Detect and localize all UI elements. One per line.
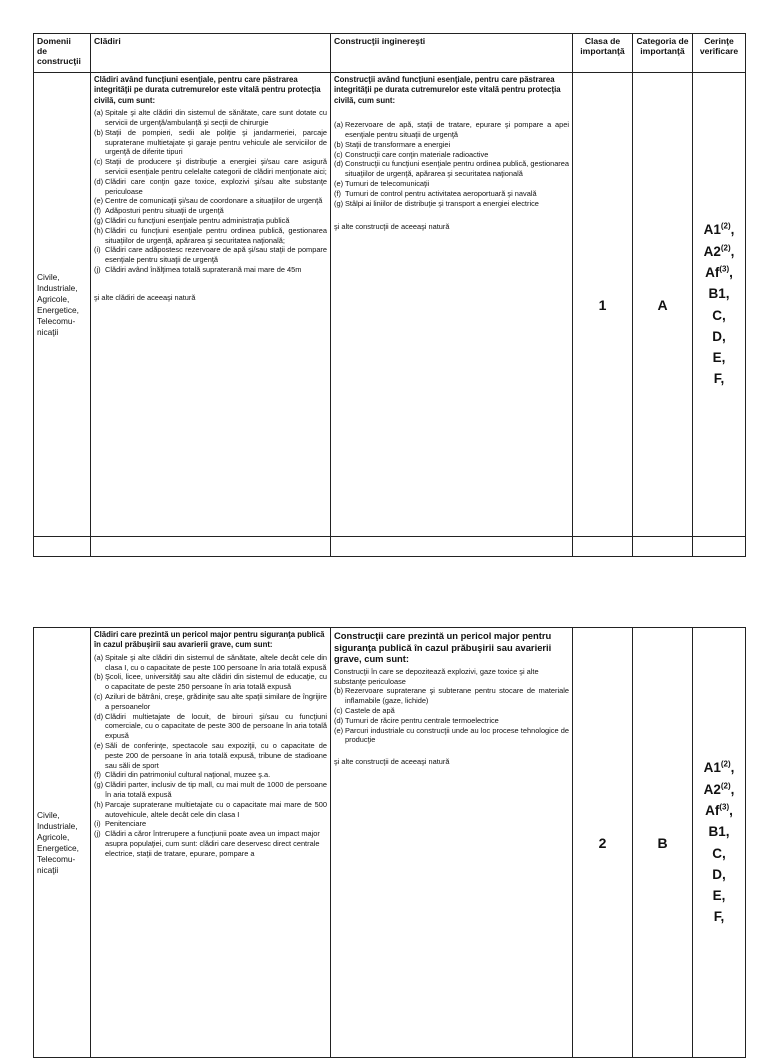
- requirement-note: (2): [720, 781, 731, 791]
- list-item: [94, 196, 327, 206]
- header-line: Categoria de: [636, 36, 689, 46]
- table-header-row: [34, 34, 746, 73]
- header-domain-line: construcţii: [37, 56, 81, 66]
- requirement-code: A1: [703, 222, 721, 238]
- domain-line: Energetice,: [37, 304, 79, 315]
- requirement-line: [696, 779, 742, 800]
- list-item: [94, 819, 327, 829]
- requirement-sep: ,: [729, 802, 733, 818]
- header-line: Cerinţe: [704, 36, 734, 46]
- item-label: (g): [334, 198, 344, 208]
- buildings-list: [94, 108, 327, 275]
- item-label: (j): [94, 264, 101, 274]
- domain-line: Telecomu-: [37, 315, 76, 326]
- item-text: Aziluri de bătrâni, creşe, grădiniţe sau alte spaţii similare de îngrijire a persoanelor: [105, 692, 327, 711]
- importance-category-value: A: [633, 73, 693, 537]
- table-row: [34, 73, 746, 537]
- header-requirements: [693, 34, 746, 73]
- header-line: importanţă: [580, 46, 625, 56]
- requirement-sep: ,: [730, 760, 735, 776]
- engineering-list: [334, 667, 569, 745]
- item-label: (h): [94, 225, 104, 235]
- item-label: (b): [94, 672, 104, 682]
- list-item: [334, 726, 569, 746]
- item-text: Staţii de transformare a energiei: [345, 139, 451, 149]
- importance-class-value: 1: [573, 73, 633, 537]
- item-text: Rezervoare de apă, staţii de tratare, epurare şi pompare a apei esenţiale pentru situaţii de urgenţă: [345, 120, 569, 140]
- requirement-sep: ,: [730, 243, 735, 259]
- list-item: [334, 179, 569, 189]
- list-item: [94, 741, 327, 770]
- list-item: [334, 150, 569, 160]
- empty-cell: [573, 537, 633, 557]
- empty-row: [34, 537, 746, 557]
- header-domain-line: de: [37, 46, 48, 56]
- item-text: Clădiri care adăpostesc rezervoare de apă şi/sau staţii de pompare esenţiale pentru situaţii de urgenţă: [105, 245, 327, 265]
- item-text: Castele de apă: [345, 705, 395, 715]
- item-label: (f): [334, 188, 341, 198]
- domain-line: Agricole,: [37, 293, 70, 304]
- item-text: Turnuri de telecomunicaţii: [345, 179, 430, 188]
- list-item: [94, 108, 327, 128]
- item-label: (a): [94, 652, 104, 662]
- item-label: (a): [94, 108, 104, 118]
- item-text: Rezervoare supraterane şi subterane pentru stocare de materiale inflamabile (gaze, lichide): [345, 686, 569, 706]
- requirement-note: (3): [719, 264, 730, 274]
- importance-class-value: 2: [573, 628, 633, 1058]
- engineering-cell: [331, 628, 573, 1058]
- table-row: [34, 628, 746, 1058]
- list-item: [94, 672, 327, 692]
- list-item: [94, 692, 327, 712]
- item-text: Construcţii în care se depozitează explozivi, gaze toxice şi alte substanţe periculoase: [334, 666, 539, 686]
- requirement-line: F,: [713, 371, 725, 387]
- buildings-list: [94, 653, 327, 859]
- header-engineering: Construcţii inginereşti: [331, 34, 573, 73]
- item-label: (c): [334, 149, 343, 159]
- item-text: Centre de comunicaţii şi/sau de coordonare a situaţiilor de urgenţă: [105, 196, 323, 206]
- requirement-note: (2): [720, 243, 731, 253]
- list-item: [334, 140, 569, 150]
- item-text: Adăposturi pentru situaţii de urgenţă: [105, 206, 224, 216]
- list-item: [334, 120, 569, 140]
- list-item: [94, 177, 327, 197]
- requirement-line: C,: [712, 845, 726, 861]
- list-item: [94, 157, 327, 177]
- requirement-code: Af: [705, 264, 720, 280]
- item-label: (d): [94, 176, 104, 186]
- item-text: Penitenciare: [105, 819, 147, 829]
- list-item: [94, 216, 327, 226]
- item-text: Şcoli, licee, universităţi sau alte clădiri din sistemul de educaţie, cu o capacitate de peste 250 persoane în aria totală expusă: [105, 672, 327, 692]
- item-label: (b): [94, 127, 104, 137]
- header-line: Clasa de: [584, 36, 621, 46]
- requirement-line: [696, 262, 742, 283]
- item-text: Turnuri de control pentru activitatea aeroportuară şi navală: [345, 188, 537, 198]
- list-item: [94, 265, 327, 275]
- requirement-sep: ,: [729, 264, 733, 280]
- domain-line: Telecomu-: [37, 853, 76, 864]
- item-label: (j): [94, 829, 101, 839]
- requirement-code: Af: [705, 802, 720, 818]
- list-item: [94, 226, 327, 246]
- item-text: Construcţii cu funcţiuni esenţiale pentru ordinea publică, gestionarea situaţiilor de urgenţă, apărarea şi securitatea naţională: [345, 159, 569, 179]
- item-text: Săli de conferinţe, spectacole sau expoziţii, cu o capacitate de peste 200 de persoane în aria totală expusă, tribune de stadioane sau săli de sport: [105, 740, 327, 770]
- requirement-code: A2: [703, 781, 721, 797]
- item-label: (b): [334, 686, 344, 696]
- requirement-line: E,: [712, 888, 726, 904]
- requirement-line: [696, 241, 742, 262]
- item-label: (g): [94, 780, 104, 790]
- item-label: (f): [94, 770, 101, 780]
- engineering-lead: Construcţii având funcţiuni esenţiale, pentru care păstrarea integrităţii pe durata cutremurelor este vitală pentru protecţia civilă, cum sunt:: [334, 75, 561, 105]
- item-text: Construcţii care conţin materiale radioactive: [345, 149, 489, 159]
- item-text: Clădiri care conţin gaze toxice, explozivi şi/sau alte substanţe periculoase: [105, 176, 327, 196]
- engineering-cell: [331, 73, 573, 537]
- header-importance-class: [573, 34, 633, 73]
- requirements-cell: [693, 73, 746, 537]
- item-label: (e): [94, 740, 104, 750]
- engineering-list: [334, 120, 569, 208]
- item-label: (f): [94, 206, 101, 216]
- requirement-line: B1,: [708, 824, 730, 840]
- requirement-line: D,: [712, 866, 726, 882]
- buildings-closing: şi alte clădiri de aceeaşi natură: [94, 292, 196, 302]
- buildings-lead: Clădiri care prezintă un pericol major pentru siguranţa publică în cazul prăbuşirii sau avarierii grave, cum sunt:: [94, 630, 325, 650]
- list-item: [94, 653, 327, 673]
- buildings-cell: [91, 628, 331, 1058]
- buildings-cell: [91, 73, 331, 537]
- list-item: [94, 800, 327, 820]
- item-text: Clădiri parter, inclusiv de tip mall, cu mai mult de 1000 de persoane în aria totală expusă: [105, 780, 327, 799]
- list-item: [334, 667, 569, 687]
- requirement-line: F,: [713, 909, 725, 925]
- requirement-line: D,: [712, 328, 726, 344]
- domain-line: Civile,: [37, 271, 60, 282]
- empty-cell: [331, 537, 573, 557]
- requirement-note: (2): [720, 221, 731, 231]
- requirement-note: (2): [720, 759, 731, 769]
- list-item: [334, 706, 569, 716]
- list-item: [94, 128, 327, 157]
- item-text: Clădiri a căror întrerupere a funcţiunii poate avea un impact major asupra populaţiei, cum sunt: clădiri care deservesc direct centrale electrice, staţii de tratare, epurare, pompare a: [105, 829, 320, 858]
- item-label: (i): [94, 245, 101, 255]
- list-item: [334, 686, 569, 706]
- empty-cell: [633, 537, 693, 557]
- item-label: (c): [94, 692, 103, 701]
- item-text: Stâlpi ai liniilor de distribuţie şi transport a energiei electrice: [345, 198, 539, 208]
- item-label: (h): [94, 799, 104, 809]
- requirement-sep: ,: [730, 222, 735, 238]
- domain-line: nicaţii: [37, 864, 59, 875]
- domain-line: nicaţii: [37, 326, 59, 337]
- empty-cell: [693, 537, 746, 557]
- domain-line: Industriale,: [37, 820, 78, 831]
- importance-category-value: B: [633, 628, 693, 1058]
- list-item: [334, 189, 569, 199]
- list-item: [334, 716, 569, 726]
- item-label: (c): [334, 705, 343, 715]
- engineering-closing: şi alte construcţii de aceeaşi natură: [334, 757, 450, 767]
- item-text: Clădiri multietajate de locuit, de birouri şi/sau cu funcţiuni comerciale, cu o capacitate de peste 300 de persoane în aria totală expusă: [105, 711, 327, 741]
- item-label: (e): [94, 196, 104, 206]
- domain-line: Industriale,: [37, 282, 78, 293]
- header-domain-line: Domenii: [37, 36, 71, 46]
- requirement-line: B1,: [708, 286, 730, 302]
- item-text: Parcaje supraterane multietajate cu o capacitate mai mare de 500 autovehicule, altele decât cele din clasa I: [105, 799, 327, 819]
- empty-cell: [91, 537, 331, 557]
- item-text: Staţii de pompieri, sedii ale poliţie şi jandarmeriei, parcaje supraterane multietajate şi garaje pentru vehicule ale serviciilor de urgenţă de diferite tipuri: [105, 127, 327, 157]
- item-label: (d): [334, 715, 344, 725]
- item-text: Clădiri cu funcţiuni esenţiale pentru administraţia publică: [105, 215, 290, 225]
- list-item: [334, 159, 569, 179]
- domain-cell: [34, 628, 91, 1058]
- list-item: [94, 712, 327, 741]
- item-text: Clădiri cu funcţiuni esenţiale pentru ordinea publică, gestionarea situaţiilor de urgenţă, apărarea şi securitatea naţională;: [105, 225, 327, 245]
- domain-line: Agricole,: [37, 831, 70, 842]
- list-item: [334, 199, 569, 209]
- requirement-line: [696, 757, 742, 778]
- item-text: Clădiri din patrimoniul cultural naţional, muzee ş.a.: [105, 770, 271, 780]
- requirement-line: [696, 800, 742, 821]
- requirement-code: A1: [703, 760, 721, 776]
- item-label: (i): [94, 819, 101, 829]
- list-item: [94, 780, 327, 800]
- classification-table-2: [33, 627, 746, 1058]
- item-label: (e): [334, 725, 344, 735]
- header-buildings: Clădiri: [91, 34, 331, 73]
- header-importance-category: [633, 34, 693, 73]
- item-text: Turnuri de răcire pentru centrale termoelectrice: [345, 715, 499, 725]
- list-item: [94, 206, 327, 216]
- buildings-lead: Clădiri având funcţiuni esenţiale, pentru care păstrarea integrităţii pe durata cutremurelor este vitală pentru protecţia civilă, cum sunt:: [94, 75, 321, 105]
- list-item: [94, 829, 327, 858]
- item-text: Spitale şi alte clădiri din sistemul de sănătate, altele decât cele din clasa I, cu o capacitate de peste 100 persoane în aria totală expusă: [105, 652, 327, 672]
- header-domain: [34, 34, 91, 73]
- item-label: (g): [94, 215, 104, 225]
- item-label: (d): [334, 159, 344, 169]
- item-label: (c): [94, 157, 103, 167]
- list-item: [94, 245, 327, 265]
- domain-cell: [34, 73, 91, 537]
- item-text: Staţii de producere şi distribuţie a energiei şi/sau care asigură servicii esenţiale pentru celelalte categorii de clădiri menţionate aici;: [105, 157, 327, 176]
- item-label: (b): [334, 139, 344, 149]
- item-text: Spitale şi alte clădiri din sistemul de sănătate, care sunt dotate cu servicii de urgenţă/ambulanţă şi secţii de chirurgie: [105, 108, 327, 128]
- engineering-closing: şi alte construcţii de aceeaşi natură: [334, 222, 450, 232]
- item-label: (e): [334, 179, 344, 188]
- requirements-cell: [693, 628, 746, 1058]
- list-item: [94, 770, 327, 780]
- engineering-lead: Construcţii care prezintă un pericol major pentru siguranţa publică în cazul prăbuşirii sau avarierii grave, cum sunt:: [334, 630, 552, 665]
- item-text: Parcuri industriale cu construcţii unde au loc procese tehnologice de producţie: [345, 725, 569, 745]
- header-line: importanţă: [640, 46, 685, 56]
- header-line: verificare: [699, 46, 739, 56]
- requirement-code: A2: [703, 243, 721, 259]
- requirement-line: [696, 219, 742, 240]
- classification-table-1: [33, 33, 746, 557]
- requirement-sep: ,: [730, 781, 735, 797]
- domain-line: Civile,: [37, 809, 60, 820]
- item-label: (a): [334, 120, 344, 130]
- item-label: (d): [94, 711, 104, 721]
- requirement-line: C,: [712, 307, 726, 323]
- requirement-note: (3): [719, 802, 730, 812]
- requirement-line: E,: [712, 350, 726, 366]
- empty-cell: [34, 537, 91, 557]
- item-text: Clădiri având înălţimea totală supraterană mai mare de 45m: [105, 264, 302, 274]
- domain-line: Energetice,: [37, 842, 79, 853]
